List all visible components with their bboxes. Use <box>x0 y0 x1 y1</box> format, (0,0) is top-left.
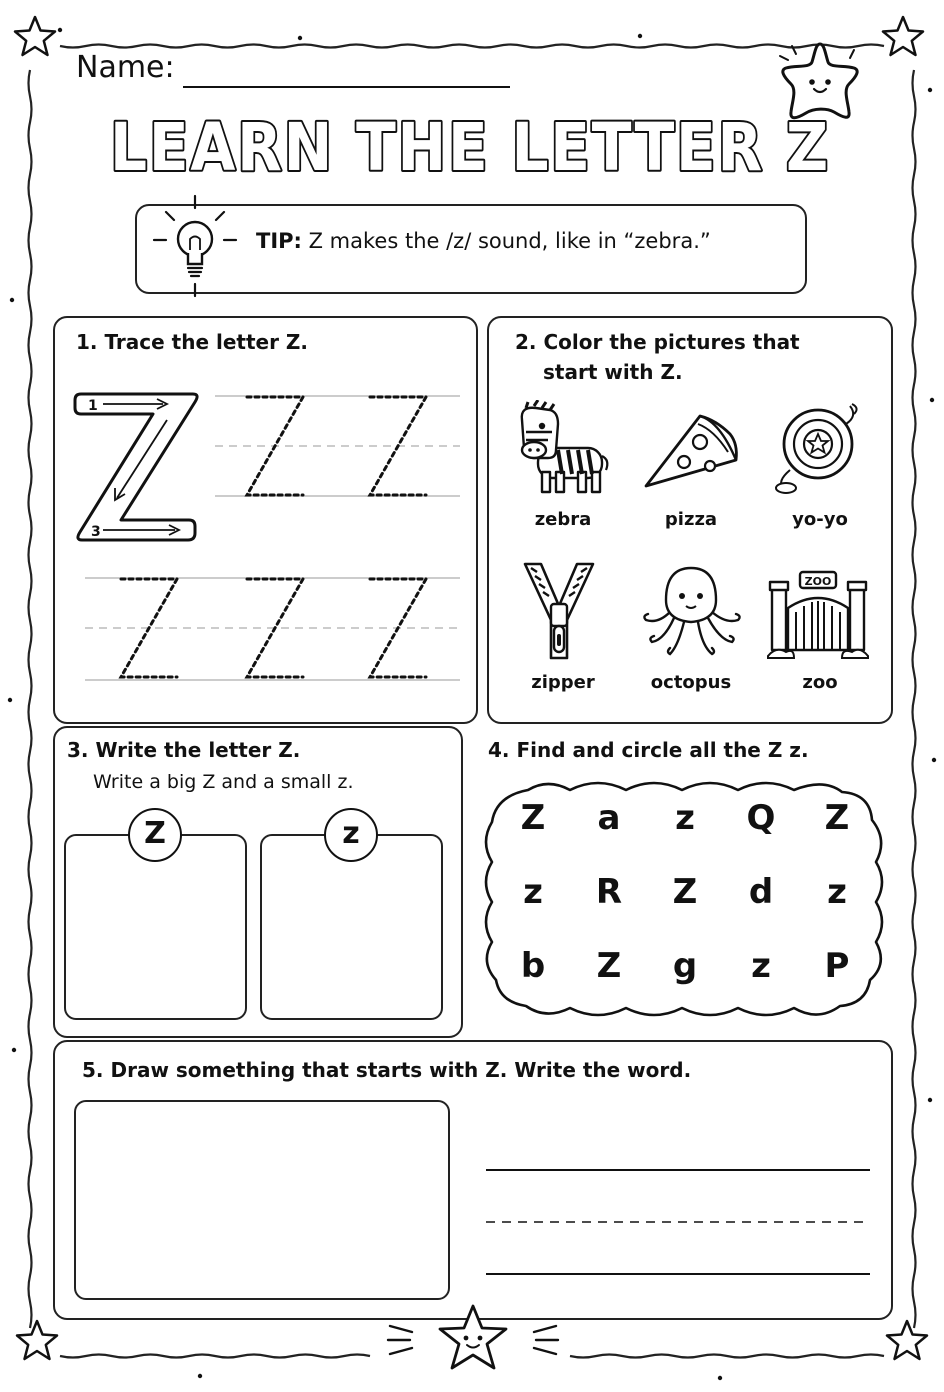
color-heading-line2: start with Z. <box>543 360 683 384</box>
find-letter[interactable]: b <box>520 946 546 986</box>
big-z-badge: Z <box>128 808 182 862</box>
small-z-badge: z <box>324 808 378 862</box>
find-letter[interactable]: z <box>751 946 771 986</box>
smiling-star-icon <box>378 1300 568 1380</box>
border-dot <box>12 1048 16 1052</box>
word-writing-lines[interactable] <box>480 1150 874 1280</box>
find-letter[interactable]: Q <box>746 798 776 838</box>
picture-label: zoo <box>802 672 838 693</box>
border-dot <box>718 1376 722 1380</box>
border-dot <box>198 1374 202 1378</box>
trace-area[interactable] <box>55 380 473 700</box>
tip-text: TIP: Z makes the /z/ sound, like in “zebra.” <box>256 229 711 253</box>
write-heading: 3. Write the letter Z. <box>67 738 301 762</box>
zoo-sign-text: ZOO <box>804 575 832 588</box>
border-dot <box>10 298 14 302</box>
name-label: Name: <box>76 50 175 85</box>
write-instruction: Write a big Z and a small z. <box>93 771 354 793</box>
stroke-number: 1 <box>88 398 98 414</box>
drawing-box[interactable] <box>74 1100 450 1300</box>
picture-label: zipper <box>531 672 595 693</box>
page-title <box>90 100 850 190</box>
pizza-icon[interactable] <box>640 408 740 498</box>
border-dot <box>638 34 642 38</box>
find-letter[interactable]: z <box>675 798 695 838</box>
border-dot <box>928 88 932 92</box>
border-dot <box>932 758 936 762</box>
find-letter[interactable]: P <box>824 946 850 986</box>
zebra-icon[interactable] <box>512 400 612 500</box>
corner-star-icon <box>14 1318 60 1364</box>
stroke-number: 3 <box>91 524 101 540</box>
find-letter[interactable]: z <box>523 872 543 912</box>
find-letter[interactable]: d <box>748 872 774 912</box>
border-dot <box>928 1098 932 1102</box>
find-letter[interactable]: Z <box>520 798 546 838</box>
find-letter[interactable]: g <box>672 946 698 986</box>
corner-star-icon <box>12 14 58 60</box>
svg-text:LEARN THE LETTER Z: LEARN THE LETTER Z <box>110 109 830 186</box>
find-letter[interactable]: Z <box>596 946 622 986</box>
yo-yo-icon[interactable] <box>766 400 866 500</box>
color-heading-line1: 2. Color the pictures that <box>515 330 800 354</box>
zoo-icon[interactable] <box>766 568 870 664</box>
find-letter[interactable]: Z <box>824 798 850 838</box>
trace-heading: 1. Trace the letter Z. <box>76 330 309 354</box>
lightbulb-icon <box>150 192 240 300</box>
zipper-icon[interactable] <box>515 560 605 666</box>
draw-heading: 5. Draw something that starts with Z. Write the word. <box>82 1058 692 1082</box>
find-letter[interactable]: a <box>597 798 621 838</box>
border-dot <box>930 398 934 402</box>
corner-star-icon <box>880 14 926 60</box>
name-field[interactable] <box>183 86 510 88</box>
picture-label: zebra <box>534 509 592 530</box>
corner-star-icon <box>884 1318 930 1364</box>
border-dot <box>298 36 302 40</box>
octopus-icon[interactable] <box>640 562 744 662</box>
picture-label: octopus <box>650 672 732 693</box>
find-letter[interactable]: R <box>595 872 623 912</box>
find-heading: 4. Find and circle all the Z z. <box>488 738 809 762</box>
picture-label: pizza <box>664 509 718 530</box>
border-dot <box>58 28 62 32</box>
find-letter[interactable]: Z <box>672 872 698 912</box>
find-letter[interactable]: z <box>827 872 847 912</box>
border-dot <box>8 698 12 702</box>
letter-grid <box>503 798 867 1010</box>
picture-label: yo-yo <box>792 509 848 530</box>
